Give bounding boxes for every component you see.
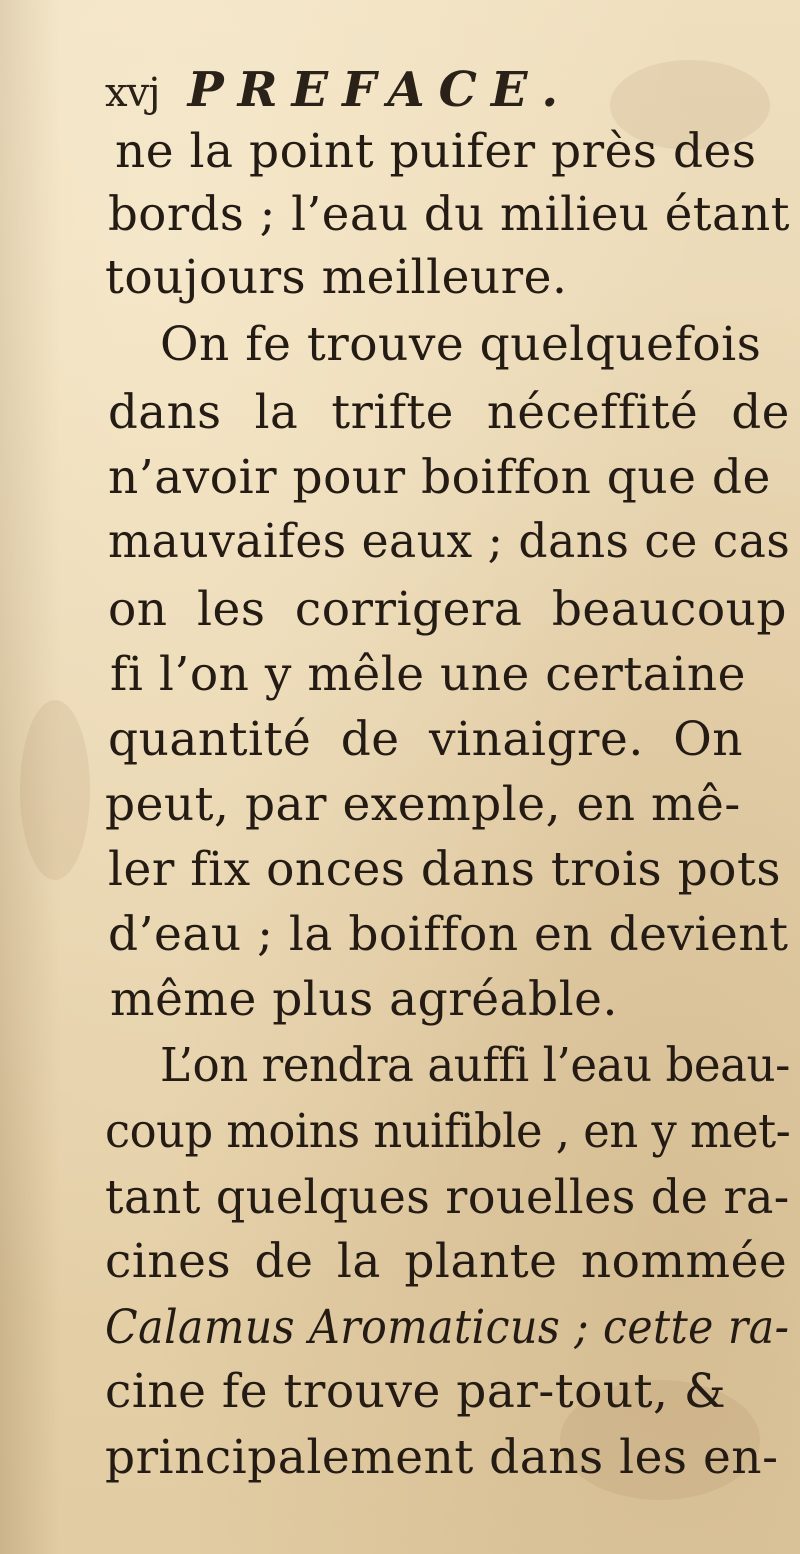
- page-number: xvj: [105, 70, 160, 116]
- italic-term: Calamus Aromaticus ; cette ra-: [105, 1300, 790, 1355]
- text-line: d’eau ; la boiffon en devient: [108, 907, 789, 962]
- text-line: on les corrigera beaucoup: [108, 582, 787, 637]
- text-line: bords ; l’eau du milieu étant: [108, 187, 790, 242]
- text-line: toujours meilleure.: [105, 250, 568, 305]
- text-line: cines de la plante nommée: [105, 1234, 788, 1289]
- text-line: n’avoir pour boiffon que de: [108, 450, 771, 505]
- text-line: principalement dans les en-: [105, 1430, 779, 1485]
- text-line: [105, 1298, 789, 1358]
- text-line: ler fix onces dans trois pots: [108, 842, 781, 897]
- text-line: tant quelques rouelles de ra-: [105, 1170, 790, 1225]
- text-line: ne la point puifer près des: [115, 124, 757, 179]
- running-title: PREFACE.: [187, 62, 573, 118]
- text-line: fi l’on y mêle une certaine: [110, 647, 746, 702]
- text-line: mauvaifes eaux ; dans ce cas: [108, 514, 791, 569]
- text-line: dans la trifte néceffité de: [108, 385, 790, 440]
- text-line: On fe trouve quelquefois: [160, 317, 762, 372]
- text-line: quantité de vinaigre. On: [108, 712, 744, 767]
- text-line: cine fe trouve par-tout, &: [105, 1364, 727, 1419]
- text-line: L’on rendra auffi l’eau beau-: [160, 1038, 790, 1093]
- text-line: peut, par exemple, en mê-: [105, 777, 741, 832]
- text-line: même plus agréable.: [110, 972, 618, 1027]
- text-line: coup moins nuifible , en y met-: [105, 1104, 791, 1159]
